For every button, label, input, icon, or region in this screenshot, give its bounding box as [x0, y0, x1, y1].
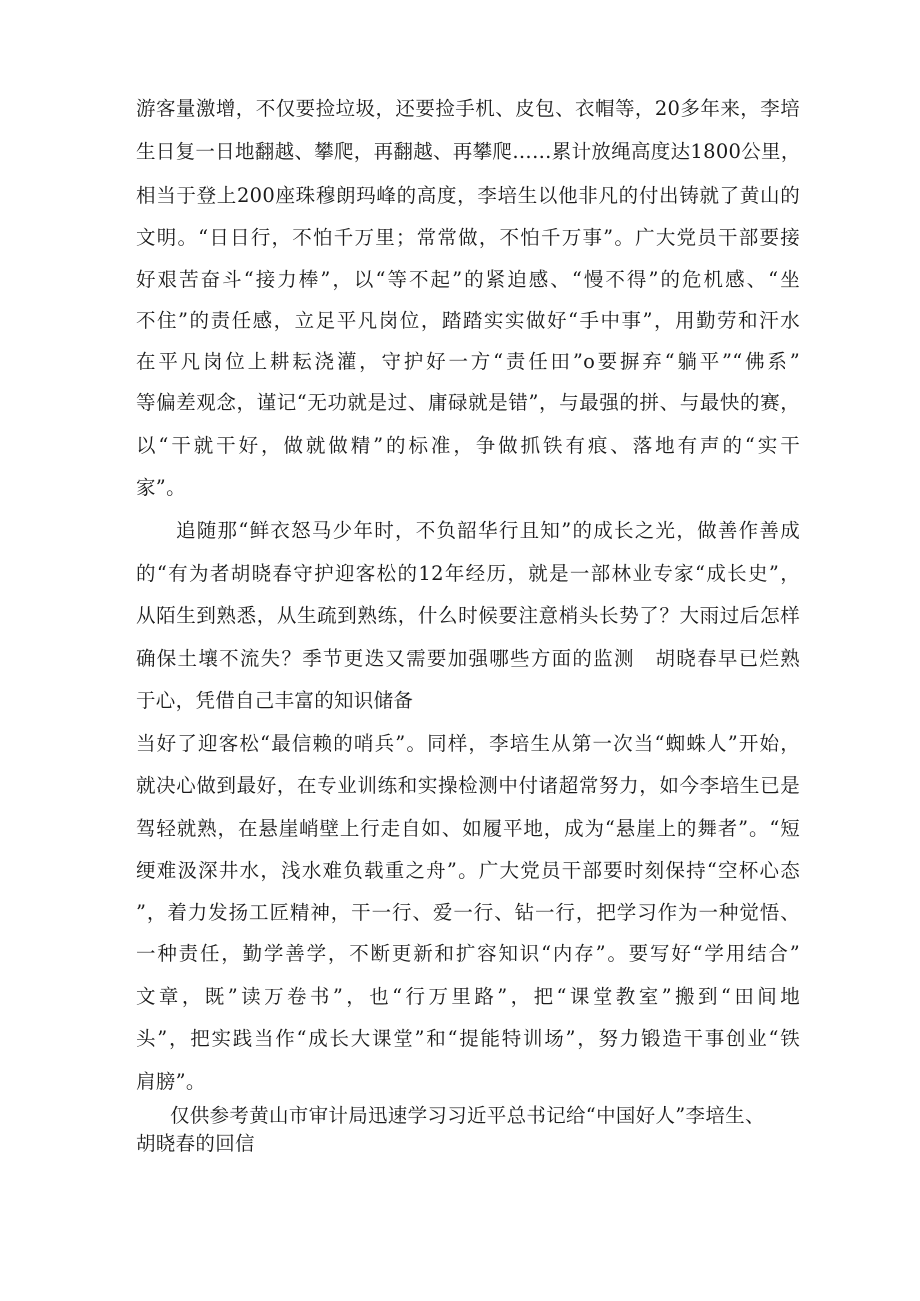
paragraph-2-line-13: 头”，把实践当作“成长大课堂”和“提能特训场”，努力锻造干事创业“铁: [136, 1027, 800, 1050]
paragraph-2-line-1: 追随那“鲜衣怒马少年时，不负韶华行且知”的成长之光，做善作善成: [176, 519, 800, 542]
paragraph-1-line-4: 文明。“日日行，不怕千万里；常常做，不怕千万事”。广大党员干部要接: [136, 226, 800, 249]
paragraph-1-line-10: 家”。: [136, 476, 186, 499]
paragraph-2-line-3: 从陌生到熟悉，从生疏到熟练，什么时候要注意梢头长势了？大雨过后怎样: [136, 604, 800, 627]
paragraph-1-line-2: 生日复一日地翻越、攀爬，再翻越、再攀爬……累计放绳高度达1800公里，: [136, 140, 801, 163]
paragraph-2-line-5: 于心，凭借自己丰富的知识储备: [136, 689, 414, 712]
paragraph-1-line-3: 相当于登上200座珠穆朗玛峰的高度，李培生以他非凡的付出铸就了黄山的: [136, 184, 800, 207]
footer-note-line-2: 胡晓春的回信: [136, 1132, 255, 1155]
paragraph-1-line-7: 在平凡岗位上耕耘浇灌，守护好一方“责任田”o要摒弃“躺平”“佛系”: [136, 350, 800, 373]
paragraph-2-line-10: ”，着力发扬工匠精神，干一行、爱一行、钻一行，把学习作为一种觉悟、: [136, 901, 800, 924]
paragraph-2-line-2: 的“有为者胡晓春守护迎客松的12年经历，就是一部林业专家“成长史”，: [136, 562, 800, 585]
paragraph-1-line-1: 游客量激增，不仅要捡垃圾，还要捡手机、皮包、衣帽等，20多年来，李培: [136, 97, 800, 120]
paragraph-1-line-9: 以“干就干好，做就做精”的标准，争做抓铁有痕、落地有声的“实干: [136, 434, 800, 457]
paragraph-2-line-6: 当好了迎客松“最信赖的哨兵”。同样，李培生从第一次当“蜘蛛人”开始，: [136, 732, 800, 755]
paragraph-1-line-8: 等偏差观念，谨记“无功就是过、庸碌就是错”，与最强的拼、与最快的赛，: [136, 391, 800, 414]
paragraph-1-line-5: 好艰苦奋斗“接力棒”，以“等不起”的紧迫感、“慢不得”的危机感、“坐: [136, 268, 800, 291]
paragraph-1-line-6: 不住”的责任感，立足平凡岗位，踏踏实实做好“手中事”，用勤劳和汗水: [136, 309, 800, 332]
footer-note-line-1: 仅供参考黄山市审计局迅速学习习近平总书记给“中国好人”李培生、: [170, 1104, 765, 1127]
paragraph-2-line-12: 文章，既”读万卷书”，也“行万里路”，把“课堂教室”搬到“田间地: [136, 985, 800, 1008]
paragraph-2-line-9: 绠难汲深井水，浅水难负载重之舟”。广大党员干部要时刻保持“空杯心态: [136, 859, 800, 882]
paragraph-2-line-8: 驾轻就熟，在悬崖峭壁上行走自如、如履平地，成为“悬崖上的舞者”。“短: [136, 817, 800, 840]
paragraph-2-line-7: 就决心做到最好，在专业训练和实操检测中付诸超常努力，如今李培生已是: [136, 774, 800, 797]
paragraph-2-line-11: 一种责任，勤学善学，不断更新和扩容知识“内存”。要写好“学用结合”: [136, 942, 800, 965]
paragraph-2-line-14: 肩膀”。: [136, 1070, 206, 1093]
paragraph-2-line-4: 确保土壤不流失？季节更迭又需要加强哪些方面的监测 胡晓春早已烂熟: [136, 647, 800, 670]
